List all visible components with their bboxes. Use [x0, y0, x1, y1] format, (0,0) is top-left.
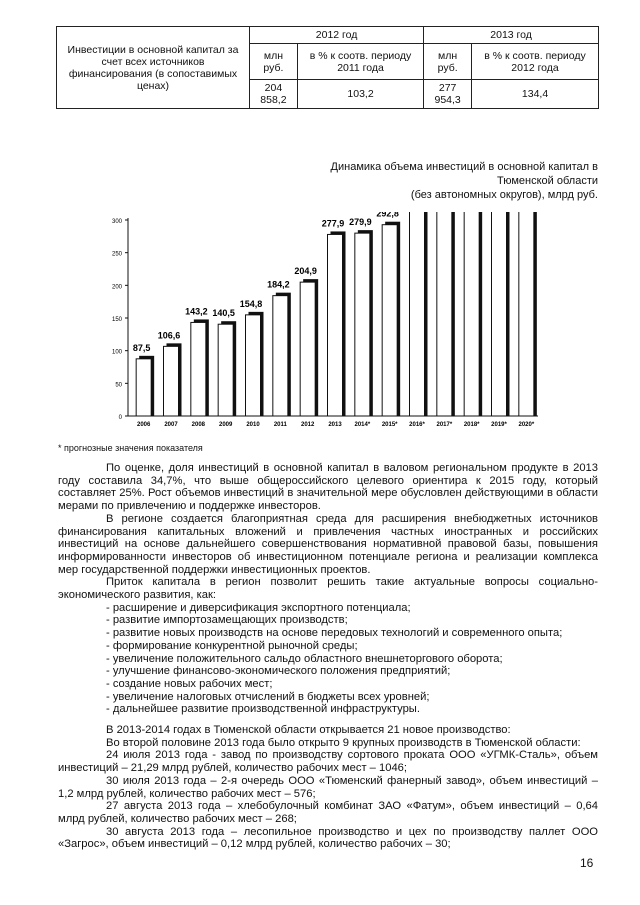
x-tick-label: 2007: [164, 422, 178, 428]
y-tick-label: 0: [118, 415, 122, 421]
data-label: 292,8: [376, 212, 399, 219]
table-cell: 204 858,2: [250, 80, 298, 109]
paragraph: 24 июля 2013 года - завод по производству сортового проката ООО «УГМК-Сталь», объем инвестиций – 21,29 млрд рублей, количество рабочих мест – 1046;: [58, 749, 598, 775]
chart-title: [300, 160, 598, 202]
bar: [519, 212, 534, 416]
list-item: - дальнейшее развитие производственной инфраструктуры.: [106, 703, 420, 716]
x-tick-label: 2012: [300, 422, 315, 428]
data-label: 279,9: [349, 217, 372, 228]
list-item: - увеличение налоговых отчислений в бюджеты всех уровней;: [106, 690, 430, 703]
table-cell: 277 954,3: [424, 80, 472, 109]
bar: [464, 212, 479, 416]
paragraph: 27 августа 2013 года – хлебобулочный комбинат ЗАО «Фатум», объем инвестиций – 0,64 млрд рублей, количество рабочих мест – 268;: [58, 800, 598, 825]
bar: [218, 324, 233, 416]
y-tick-label: 300: [111, 219, 122, 225]
paragraph: По оценке, доля инвестиций в основной капитал в валовом региональном продукте в 2013 году составила 34,7%, что выше общероссийского целевого ориентира к 2015 году, который составляет 25%. Рост объемов инвестиций в значительной мере обусловлен действующими в области мерами по привлечению и поддержке инвесторов.: [58, 462, 598, 513]
x-tick-label: 2011: [273, 422, 287, 428]
bar: [191, 322, 206, 416]
list-item: - формирование конкурентной рыночной среды;: [106, 639, 358, 652]
bar: [382, 225, 397, 416]
bar: [136, 359, 151, 416]
bar: [355, 233, 370, 416]
x-tick-label: 2019*: [491, 422, 507, 428]
chart-svg: [100, 212, 550, 440]
y-tick-label: 100: [111, 349, 122, 356]
bar: [492, 212, 507, 416]
data-label: 87,5: [132, 342, 151, 353]
table-cell: 134,4: [472, 80, 599, 109]
data-label: 140,5: [212, 308, 235, 319]
y-tick-label: 200: [111, 284, 122, 291]
list-item: - расширение и диверсификация экспортного потенциала;: [106, 601, 411, 614]
table-year-2012: 2012 год: [250, 27, 424, 44]
x-tick-label: 2020*: [518, 422, 535, 428]
body-text: [58, 462, 598, 851]
bar: [410, 212, 425, 416]
page-number: 16: [580, 856, 594, 870]
bar: [328, 234, 343, 416]
bar: [300, 282, 315, 416]
table-row-header: Инвестиции в основной капитал за счет всех источников финансирования (в сопоставимых ценах): [57, 27, 250, 109]
x-tick-label: 2006: [136, 422, 151, 428]
y-tick-label: 250: [111, 251, 122, 258]
chart-title-line: (без автономных округов), млрд руб.: [410, 189, 598, 201]
table-col-unit: в % к соотв. периоду 2012 года: [472, 44, 599, 80]
investment-table-container: [56, 26, 599, 109]
paragraph: В 2013-2014 годах в Тюменской области открывается 21 новое производство:: [106, 724, 511, 737]
paragraph: 30 июля 2013 года – 2-я очередь ООО «Тюменский фанерный завод», объем инвестиций – 1,2 млрд рублей, количество рабочих мест – 576;: [58, 774, 598, 800]
paragraph: 30 августа 2013 года – лесопильное производство и цех по производству паллет ООО «Загрос», объем инвестиций – 0,12 млрд рублей, количество рабочих – 30;: [58, 825, 598, 851]
list-item: - развитие новых производств на основе передовых технологий и современного опыта;: [106, 627, 563, 640]
y-tick-label: 150: [111, 317, 122, 323]
data-label: 277,9: [321, 218, 345, 229]
x-tick-label: 2015*: [381, 422, 398, 428]
data-label: 184,2: [267, 279, 290, 290]
table-col-unit: млн руб.: [424, 44, 472, 80]
x-tick-label: 2013: [328, 422, 342, 428]
bar: [246, 315, 261, 416]
paragraph: В регионе создается благоприятная среда для расширения внебюджетных источников финансирования капитальных вложений и привлечения частных иностранных и российских инвестиций на основе дальнейшего совершенствования нормативной правовой базы, повышения информированности инвесторов об инвестиционном потенциале региона и реализации комплекса мер государственной поддержки инвестиционных проектов.: [58, 512, 598, 576]
bar: [437, 212, 452, 416]
x-tick-label: 2016*: [409, 422, 425, 428]
x-tick-label: 2014*: [354, 422, 371, 428]
data-label: 154,8: [239, 298, 263, 309]
investment-table: [56, 26, 599, 109]
table-cell: 103,2: [297, 80, 423, 109]
bullet-list: [58, 602, 598, 716]
x-tick-label: 2009: [218, 422, 233, 428]
x-tick-label: 2018*: [463, 422, 480, 428]
list-item: - улучшение финансово-экономического положения предприятий;: [106, 665, 451, 678]
table-col-unit: млн руб.: [250, 44, 298, 80]
paragraph: Приток капитала в регион позволит решить такие актуальные вопросы социально-экономического развития, как:: [58, 576, 598, 602]
table-year-2013: 2013 год: [424, 27, 599, 44]
list-item: - создание новых рабочих мест;: [106, 677, 273, 690]
x-tick-label: 2017*: [436, 422, 453, 428]
bar: [164, 346, 179, 416]
bar: [273, 296, 288, 416]
y-tick-label: 50: [115, 382, 122, 389]
chart-footnote: * прогнозные значения показателя: [58, 443, 203, 453]
data-label: 106,6: [157, 330, 181, 341]
x-tick-label: 2008: [191, 422, 206, 428]
chart-title-line: Динамика объема инвестиций в основной капитал в Тюменской области: [330, 161, 598, 187]
data-label: 204,9: [294, 266, 317, 277]
table-col-unit: в % к соотв. периоду 2011 года: [297, 44, 423, 80]
paragraph: Во второй половине 2013 года было открыто 9 крупных производств в Тюменской области:: [106, 736, 581, 749]
list-item: - увеличение положительного сальдо областного внешнеторгового оборота;: [106, 652, 503, 665]
investment-bar-chart: [100, 212, 550, 445]
x-tick-label: 2010: [246, 422, 260, 428]
data-label: 143,2: [185, 306, 208, 317]
list-item: - развитие импортозамещающих производств;: [106, 614, 348, 627]
